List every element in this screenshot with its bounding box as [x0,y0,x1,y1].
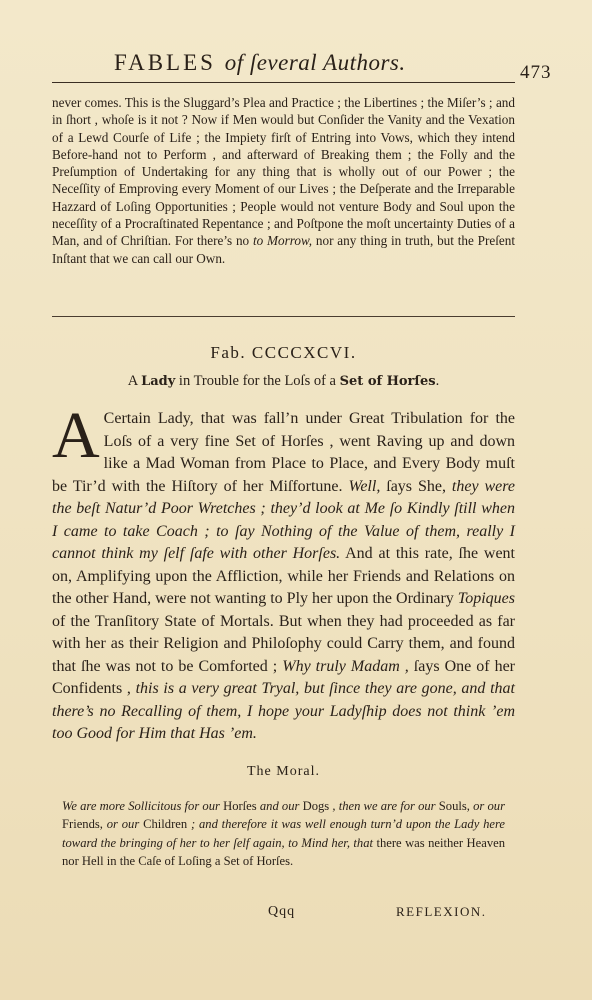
text-run: Horſes [223,799,257,813]
drop-cap: A [52,399,100,472]
running-title-caps: FABLES [114,50,216,75]
text-run: ſays She, [380,477,452,495]
text-run-italic: Well, [348,477,381,495]
page-number: 473 [520,62,552,83]
fable-body [52,399,516,746]
section-divider [52,316,515,317]
running-title [114,50,406,76]
text-run-italic: or our [469,799,505,813]
text-run: never comes. This is the Sluggard’s Plea and Practice ; the Libertines ; the Miſer’s ; and in ſhort , whoſe is it not ? Now if Men would but Conſider the Vanity and the Vexation of a Lewd Courſe of Life ; the Impiety firſt of Entring into Vows, which they intend Before-hand not to Perform , and afterward of Breaking them ; the Folly and the Preſumption of Undertaking for any thing that is wholly out of our Power ; the Neceſſity of Emproving every Moment of our Lives ; the Deſperate and the Irreparable Hazzard of Loſing Opportunities ; People would not venture Body and Soul upon the neceſſity of a Procraſtinated Repentance ; and Poſtpone the moſt uncertainty Duties of a Man, and of Chriſtian. For there’s no [52,95,515,249]
title-run: in Trouble for the Loſs of a [175,373,340,389]
text-run: Souls, [438,799,470,813]
title-run: . [435,373,440,389]
text-run: of the Tranſitory State of Mortals. But when they had proceeded as far with her as their Religion and Philoſophy could Carry them, and found that ſhe was not to be Comforted ; [52,612,515,675]
text-run: nor any thing in truth, but the Preſent Inſtant that we can call our Own. [52,233,515,266]
running-title-italic: of ſeveral Authors. [224,50,406,75]
text-run: Dogs [302,799,330,813]
catchword: REFLEXION. [396,904,487,919]
text-run-italic: ; and therefore it was well enough turn’d upon the Lady here toward the bringing of her to her ſelf again, to Mind her, that [62,817,506,850]
title-run-blackletter: Lady [141,374,176,389]
text-run: Children [143,817,188,832]
text-run: Certain Lady, that was fall’n under Great Tribulation for the Loſs of a very fine Set of Horſes , went Raving up and down like a Mad Woman from Place to Place, and Every Body muſt be Tir’d with the Hiſtory of her Miſfortune. [52,410,515,495]
text-run-italic: Topiques [457,590,515,607]
text-run-italic: they were the beſt Natur’d Poor Wretches ; they’d look at Me ſo Kindly ſtill when I came to take Coach ; to ſay Nothing of the Value of them, really I cannot think my ſelf ſafe with other Horſes. [52,477,515,562]
text-run-italic: this is a very great Tryal, but ſince they are gone, and that there’s no Recalling of them, I hope your Ladyſhip does not think ’em too Good for Him that Has ’em. [52,680,516,742]
moral-paragraph [62,797,505,871]
text-run-italic: and our [256,799,303,813]
text-run-italic: We are more Sollicitous for our [62,799,224,813]
header-rule [52,82,515,83]
fable-title [52,373,515,390]
moral-heading: The Moral. [247,764,320,779]
text-run: Friends, [62,817,103,832]
title-run: A [127,373,142,389]
text-run-italic: or our [102,817,144,832]
text-run: there was neither Heaven nor Hell in the Caſe of Loſing a Set of Horſes. [62,835,505,869]
fable-number: Fab. CCCCXCVI. [210,343,357,362]
text-run: ſays One of her Confidents , [52,657,516,697]
text-run: And at this rate, ſhe went on, Amplifying upon the Affliction, while her Friends and Relations on the other Hand, were not wanting to Ply her upon the Ordinary [52,545,516,607]
title-run-blackletter: Set of Horſes [339,374,436,389]
signature-mark: Qqq [268,904,296,919]
text-run-italic: to Morrow, [252,233,313,249]
text-run-italic: Why truly Madam , [282,657,409,675]
continuation-paragraph [52,94,515,267]
text-run-italic: , then we are for our [329,799,439,813]
